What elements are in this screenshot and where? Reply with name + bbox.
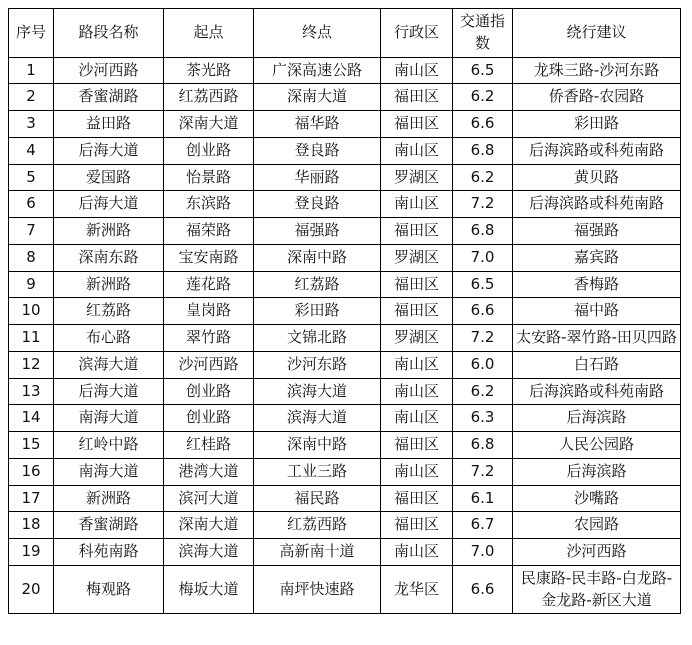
cell-end: 深南大道 [254,84,381,111]
cell-district: 南山区 [381,458,453,485]
table-row [9,137,681,164]
cell-name: 香蜜湖路 [54,84,164,111]
cell-end: 红荔路 [254,271,381,298]
table-row [9,191,681,218]
cell-index: 6.3 [453,405,513,432]
cell-end: 登良路 [254,137,381,164]
cell-name: 后海大道 [54,191,164,218]
cell-no: 13 [9,378,54,405]
cell-index: 6.6 [453,565,513,614]
col-header-no: 序号 [9,9,54,58]
cell-detour: 福中路 [513,298,681,325]
cell-index: 6.0 [453,351,513,378]
cell-no: 11 [9,325,54,352]
cell-detour: 太安路-翠竹路-田贝四路 [513,325,681,352]
cell-index: 6.5 [453,57,513,84]
cell-name: 新洲路 [54,218,164,245]
cell-index: 6.1 [453,485,513,512]
cell-start: 东滨路 [164,191,254,218]
col-header-district: 行政区 [381,9,453,58]
cell-end: 高新南十道 [254,539,381,566]
cell-district: 南山区 [381,351,453,378]
cell-district: 南山区 [381,405,453,432]
cell-name: 后海大道 [54,137,164,164]
table-row [9,351,681,378]
table-row [9,378,681,405]
cell-name: 布心路 [54,325,164,352]
cell-district: 罗湖区 [381,325,453,352]
cell-index: 6.2 [453,164,513,191]
cell-index: 6.6 [453,298,513,325]
cell-district: 福田区 [381,271,453,298]
cell-index: 7.2 [453,191,513,218]
cell-detour: 龙珠三路-沙河东路 [513,57,681,84]
table-body [9,57,681,614]
cell-no: 2 [9,84,54,111]
table-row [9,512,681,539]
cell-name: 南海大道 [54,458,164,485]
cell-district: 南山区 [381,191,453,218]
cell-index: 7.2 [453,458,513,485]
table-row [9,485,681,512]
cell-district: 福田区 [381,84,453,111]
cell-start: 创业路 [164,405,254,432]
cell-end: 深南中路 [254,244,381,271]
cell-end: 南坪快速路 [254,565,381,614]
table-row [9,432,681,459]
cell-end: 滨海大道 [254,405,381,432]
table-row [9,164,681,191]
cell-end: 工业三路 [254,458,381,485]
cell-district: 福田区 [381,111,453,138]
cell-name: 后海大道 [54,378,164,405]
cell-start: 皇岗路 [164,298,254,325]
cell-detour: 沙河西路 [513,539,681,566]
cell-start: 红荔西路 [164,84,254,111]
cell-start: 沙河西路 [164,351,254,378]
cell-end: 福华路 [254,111,381,138]
cell-no: 19 [9,539,54,566]
cell-district: 福田区 [381,432,453,459]
table-row [9,405,681,432]
cell-index: 6.8 [453,432,513,459]
cell-no: 6 [9,191,54,218]
cell-end: 华丽路 [254,164,381,191]
cell-end: 彩田路 [254,298,381,325]
table-row [9,218,681,245]
cell-end: 广深高速公路 [254,57,381,84]
cell-start: 梅坂大道 [164,565,254,614]
cell-start: 福荣路 [164,218,254,245]
cell-detour: 后海滨路或科苑南路 [513,137,681,164]
cell-no: 16 [9,458,54,485]
cell-no: 12 [9,351,54,378]
table-row [9,271,681,298]
cell-start: 莲花路 [164,271,254,298]
cell-start: 港湾大道 [164,458,254,485]
cell-no: 20 [9,565,54,614]
cell-name: 红荔路 [54,298,164,325]
cell-no: 5 [9,164,54,191]
cell-name: 益田路 [54,111,164,138]
cell-end: 红荔西路 [254,512,381,539]
col-header-index: 交通指数 [453,9,513,58]
cell-end: 文锦北路 [254,325,381,352]
table-row [9,458,681,485]
cell-end: 福民路 [254,485,381,512]
cell-detour: 侨香路-农园路 [513,84,681,111]
cell-start: 滨海大道 [164,539,254,566]
cell-no: 1 [9,57,54,84]
cell-name: 深南东路 [54,244,164,271]
cell-name: 红岭中路 [54,432,164,459]
cell-name: 新洲路 [54,485,164,512]
cell-no: 3 [9,111,54,138]
table-header [9,9,681,58]
cell-name: 沙河西路 [54,57,164,84]
cell-district: 龙华区 [381,565,453,614]
cell-no: 9 [9,271,54,298]
cell-start: 深南大道 [164,111,254,138]
cell-detour: 黄贝路 [513,164,681,191]
cell-start: 宝安南路 [164,244,254,271]
table-row [9,57,681,84]
cell-end: 深南中路 [254,432,381,459]
col-header-start: 起点 [164,9,254,58]
col-header-name: 路段名称 [54,9,164,58]
cell-start: 创业路 [164,137,254,164]
cell-index: 7.0 [453,244,513,271]
cell-end: 滨海大道 [254,378,381,405]
cell-no: 18 [9,512,54,539]
cell-detour: 彩田路 [513,111,681,138]
cell-start: 翠竹路 [164,325,254,352]
cell-index: 6.8 [453,137,513,164]
cell-detour: 香梅路 [513,271,681,298]
cell-end: 登良路 [254,191,381,218]
table-row [9,539,681,566]
table-row [9,298,681,325]
cell-start: 怡景路 [164,164,254,191]
cell-index: 7.0 [453,539,513,566]
cell-start: 创业路 [164,378,254,405]
cell-no: 15 [9,432,54,459]
cell-name: 新洲路 [54,271,164,298]
cell-district: 罗湖区 [381,244,453,271]
cell-index: 6.5 [453,271,513,298]
cell-start: 深南大道 [164,512,254,539]
cell-detour: 农园路 [513,512,681,539]
col-header-detour: 绕行建议 [513,9,681,58]
cell-detour: 民康路-民丰路-白龙路-金龙路-新区大道 [513,565,681,614]
cell-detour: 人民公园路 [513,432,681,459]
cell-name: 爱国路 [54,164,164,191]
cell-district: 南山区 [381,57,453,84]
cell-name: 梅观路 [54,565,164,614]
cell-start: 红桂路 [164,432,254,459]
cell-end: 沙河东路 [254,351,381,378]
cell-name: 滨海大道 [54,351,164,378]
cell-detour: 后海滨路或科苑南路 [513,378,681,405]
cell-district: 福田区 [381,512,453,539]
header-row [9,9,681,58]
cell-index: 6.8 [453,218,513,245]
table-row [9,84,681,111]
cell-detour: 后海滨路 [513,405,681,432]
table-row [9,565,681,614]
cell-district: 罗湖区 [381,164,453,191]
cell-name: 香蜜湖路 [54,512,164,539]
cell-district: 福田区 [381,218,453,245]
cell-district: 福田区 [381,298,453,325]
table-row [9,325,681,352]
cell-detour: 后海滨路或科苑南路 [513,191,681,218]
table-row [9,244,681,271]
cell-name: 科苑南路 [54,539,164,566]
cell-end: 福强路 [254,218,381,245]
cell-start: 茶光路 [164,57,254,84]
cell-district: 南山区 [381,539,453,566]
cell-detour: 嘉宾路 [513,244,681,271]
cell-detour: 沙嘴路 [513,485,681,512]
cell-no: 4 [9,137,54,164]
cell-district: 南山区 [381,137,453,164]
cell-detour: 白石路 [513,351,681,378]
cell-index: 6.2 [453,378,513,405]
cell-no: 8 [9,244,54,271]
cell-index: 6.2 [453,84,513,111]
traffic-detour-table [8,8,681,614]
cell-district: 南山区 [381,378,453,405]
cell-start: 滨河大道 [164,485,254,512]
cell-no: 7 [9,218,54,245]
cell-detour: 福强路 [513,218,681,245]
cell-index: 7.2 [453,325,513,352]
cell-no: 17 [9,485,54,512]
table-row [9,111,681,138]
cell-index: 6.7 [453,512,513,539]
cell-name: 南海大道 [54,405,164,432]
col-header-end: 终点 [254,9,381,58]
cell-no: 10 [9,298,54,325]
cell-no: 14 [9,405,54,432]
cell-index: 6.6 [453,111,513,138]
cell-detour: 后海滨路 [513,458,681,485]
cell-district: 福田区 [381,485,453,512]
